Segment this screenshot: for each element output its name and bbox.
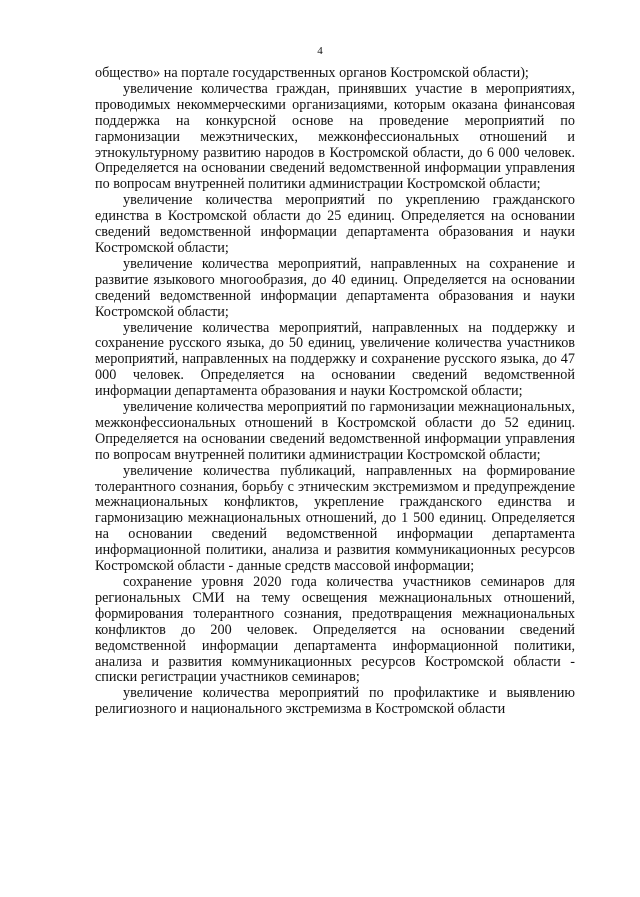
paragraph-item: увеличение количества мероприятий, направленных на сохранение и развитие языкового многообразия, до 40 единиц. Определяется на основании сведений ведомственной информации департамента образования и науки Костромской области; [95, 255, 575, 320]
page-number: 4 [317, 45, 323, 57]
paragraph-item: увеличение количества публикаций, направленных на формирование толерантного сознания, борьбу с этническим экстремизмом и предупреждение межнациональных конфликтов, укрепление гражданского единства и гармонизацию межнациональных отношений, до 1 500 единиц. Определяется на основании сведений ведомственной информации департамента информационной политики, анализа и развития коммуникационных ресурсов Костромской области - данные средств массовой информации; [95, 462, 575, 575]
paragraph-item: сохранение уровня 2020 года количества участников семинаров для региональных СМИ на тему освещения межнациональных отношений, формирования толерантного сознания, предотвращения межнациональных конфликтов до 200 человек. Определяется на основании сведений ведомственной информации департамента информационной политики, анализа и развития коммуникационных ресурсов Костромской области - списки регистрации участников семинаров; [95, 574, 575, 686]
paragraph-item: увеличение количества граждан, принявших участие в мероприятиях, проводимых некоммерческими организациями, которым оказана финансовая поддержка на конкурсной основе на проведение мероприятий по гармонизации межэтнических, межконфессиональных отношений и этнокультурному развитию народов в Костромской области, до 6 000 человек. Определяется на основании сведений ведомственной информации управления по вопросам внутренней политики администрации Костромской области; [95, 80, 575, 193]
paragraph-continuation: общество» на портале государственных органов Костромской области); [95, 65, 529, 81]
paragraph-item: увеличение количества мероприятий, направленных на поддержку и сохранение русского языка, до 50 единиц, увеличение количества участников мероприятий, направленных на поддержку и сохранение русского языка, до 47 000 человек. Определяется на основании сведений ведомственной информации департамента образования и науки Костромской области; [95, 319, 575, 400]
paragraph-item: увеличение количества мероприятий по укреплению гражданского единства в Костромской области до 25 единиц. Определяется на основании сведений ведомственной информации департамента образования и науки Костромской области; [95, 192, 575, 256]
paragraph-item: увеличение количества мероприятий по профилактике и выявлению религиозного и национального экстремизма в Костромской области [95, 685, 575, 718]
document-body [95, 66, 575, 718]
paragraph-item: увеличение количества мероприятий по гармонизации межнациональных, межконфессиональных отношений в Костромской области до 52 единиц. Определяется на основании сведений ведомственной информации управления по вопросам внутренней политики администрации Костромской области; [95, 399, 575, 463]
